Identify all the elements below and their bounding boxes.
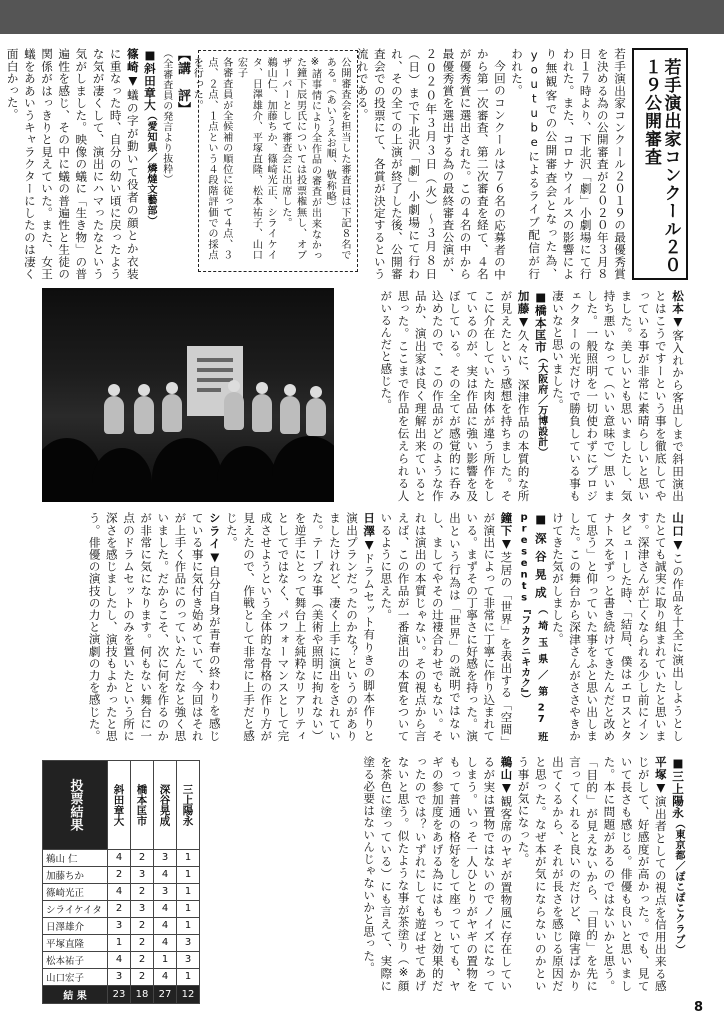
candidate-header-mikami: ■三上陽永（東京都／ぽこぽこクラブ） xyxy=(671,756,685,956)
intro-column xyxy=(355,48,628,280)
candidate-header-hashimoto: ■橋本匡市（大阪府／万博設計） xyxy=(533,290,548,458)
table-row: 日澤雄介 3 2 4 1 xyxy=(43,917,200,934)
table-row: 篠崎光正 4 2 3 1 xyxy=(43,883,200,900)
article-title-box xyxy=(632,48,688,280)
candidate-header-fukaya: ■深谷晃成（埼玉県／第27班 presents『フカクニキカク』） xyxy=(518,512,548,743)
vote-result-table xyxy=(42,760,200,1004)
candidate-col-2: 橋本匡市 xyxy=(131,761,154,850)
candidate-col-3: 深谷晃成 xyxy=(154,761,177,850)
comment-shinozaki: 篠崎▼蟻の字が動いて役者の顔とか衣装に重なった時、自分の幼い頃に戻ったような気が凄くして、演出にハマったなという気がしました。映像の蟻に「生き物」の普遍性を感じ、その中に蟻の普遍性と生徒の関係がはっきりと見えていた。また、女王蟻をああいうキャラクターにしたのは凄く面白かった。 xyxy=(5,48,140,281)
comment-yamaguchi: 山口▼この作品を十全に演出しようとしたとても誠実に取り組まれていたと思います。深津さんが亡くなられる少し前にインタビューした時、「結局、僕はエロスとタナトスをずっと書き続けてきたんだと改めて思う」と仰っていた事をふと思い出しました。この舞台から深津さんがささやきかけてきた気がしました。 xyxy=(550,512,685,743)
intro-paragraph-1: 若手演出家コンクール２０１９の最優秀賞を決める為の公開審査が２０２０年３月８日１７時より、下北沢「劇」小劇場にて行われた。また、コロナウイルスの影響により無観客での公開審査会となった為、youtubeによるライブ配信が行われた。 xyxy=(510,48,627,280)
intro-paragraph-2: 今回のコンクールは７６名の応募者の中から第一次審査、第二次審査を経て、４名が優秀賞に選出された。この４名の中から最優秀賞を選出する為の最終審査公演が、２０２０年３月３日（火）～３月８日（日）まで下北沢「劇」小劇場にて行われ、その全ての上演が終了した後、公開審査会での投票にて、各賞が決定するという流れである。 xyxy=(355,48,507,280)
vote-table-corner: 投票結果 xyxy=(43,761,108,850)
page-number: 8 xyxy=(694,1000,704,1015)
comment-matsumoto: 松本▼客入れから客出しまで斜田演出とはこうですーという事を徹底してやっている事が非常に素晴らしいと思いました。美しいとも思いましたし、気持ち悪いなって（いい意味で）思いました。一般照明を一切使わずにプロジェクターの光だけで勝負している事も凄いなと思いました。 xyxy=(550,290,685,502)
top-gray-band xyxy=(0,0,724,34)
candidate-col-1: 斜田章大 xyxy=(108,761,131,850)
middle-right-column xyxy=(340,290,686,502)
note-line-3: 鵜山仁、加藤ちか、篠崎光正、シライケイタ、日澤雄介、平塚直隆、松本祐子、山口宏子 xyxy=(235,57,277,261)
comment-hiratsuka: 平塚▼演出者としての視点を信用出来る感じがして、好感度が高かった。でも、見ていて長さも感じる。俳優も良いと思いました。本に問題があるのではないかと思う。「目的」が見えないから、「目的」を先に言ってくれると良いのだけど、障害ばかり出てくるから、それが長さを感じる原因だと思った。なぜ本が気にならないのかという事が気になった。 xyxy=(516,756,668,993)
review-intro-column xyxy=(5,48,192,281)
candidate-header-shada: ■斜田章大（愛知県／燐燵文藝部） xyxy=(142,48,157,227)
table-row: 松本祐子 4 2 1 3 xyxy=(43,951,200,968)
table-row: 加藤ちか 2 3 4 1 xyxy=(43,866,200,883)
table-row: 鵜山 仁 4 2 3 1 xyxy=(43,850,200,867)
bottom-column xyxy=(210,756,686,992)
comment-hizawa: 日澤▼ドラムセット有りきの脚本作りと演出プランだったのかな？というのがありましたけれど、凄く上手に演出をされていた。テープな事（美術や照明に拘れない）を逆手にとって舞台上を純粋なリアリティとしてではなく、パフォーマンスとして完成させようという全体的な骨格の作り方が見えたので、作戦として非常に上手だと感じた。 xyxy=(224,512,377,743)
kouhyo-subheading: （全審査員の発言より抜粋） xyxy=(160,48,172,185)
table-row: 平塚直隆 1 2 4 3 xyxy=(43,934,200,951)
candidate-col-4: 三上陽永 xyxy=(177,761,200,850)
comment-uyama: 鵜山▼観客席のヤギが置物風に存在しているが実は置物ではないのでノイズになってしまう。いっそ一人ひとりがヤギの置物をもって普通の格好をして座っていても、ヤギの参加度をあげる為にはもっと効果的だったのでは？いずれにしても遊ばせてあげないと思う。似たような事が茶塗り（※顔を茶色に塗っている）にも言えて、実際に塗る必要はないんじゃないかと思った。 xyxy=(362,756,514,993)
article-title: 若手演出家コンクール２０１９公開審査 xyxy=(641,58,681,274)
comment-kaneshita: 鐘下▼芝居の「世界」を表出する「空間」が演出によって非常に丁寧に作り込まれている。まずその丁寧さに好感を持った。演出という行為は「世界」の説明ではないし、ましてやその辻褄合わせでもない。それは演出の本質じゃない。その視点から言えば、この作品が一番演出の本質をついているように思えた。 xyxy=(379,512,514,742)
note-line-1: 公開審査会を担当した審査員は下記８名である。（あいうえお順、敬称略） xyxy=(324,57,350,261)
note-line-2: ※諸事情により全作品の審査が出来なかった鐘下辰男氏については投票権無し、オブザーバーとして審査会に出席した。 xyxy=(279,57,321,262)
comment-kato: 加藤▼久々に、深津作品の本質的な所が見えたという感想を持ちました。そこに介在していた肉体が違う所作をしているのが、実は作品に強い影響を及ぼしている。その全てが感覚的に呑み込めたので、この作品がどのような作品か、演出家は良く理解出来ていると思った。ここまで作品を伝えられる人がいるんだと感じた。 xyxy=(379,290,531,502)
note-line-4: 各審査員が全候補の順位に従って４点、３点、２点、１点という４段階評価での採点を行った。 xyxy=(191,57,232,261)
table-row: シライケイタ 2 3 4 1 xyxy=(43,900,200,917)
lower-middle-column xyxy=(42,512,686,742)
table-row: 山口宏子 3 2 4 1 xyxy=(43,968,200,985)
stage-photo xyxy=(42,288,334,502)
comment-shirai: シライ▼自分自身が青春の終わりを感じている事に気付き始めていて、今回はそれが上手く作品にのっていたんだなと強く思いました。だからこそ、次に何を作るのかが非常に気になります。何もない舞台に一点のドラムセットのみを置いたという所に深さを感じましたし、演技もよかったと思う。俳優の演技の力と演劇の力を感じた。 xyxy=(87,512,222,742)
vote-total-row: 結 果 23 18 27 12 xyxy=(43,985,200,1003)
judges-note-box xyxy=(191,50,358,272)
kouhyo-heading: 【講 評】 xyxy=(175,48,190,116)
